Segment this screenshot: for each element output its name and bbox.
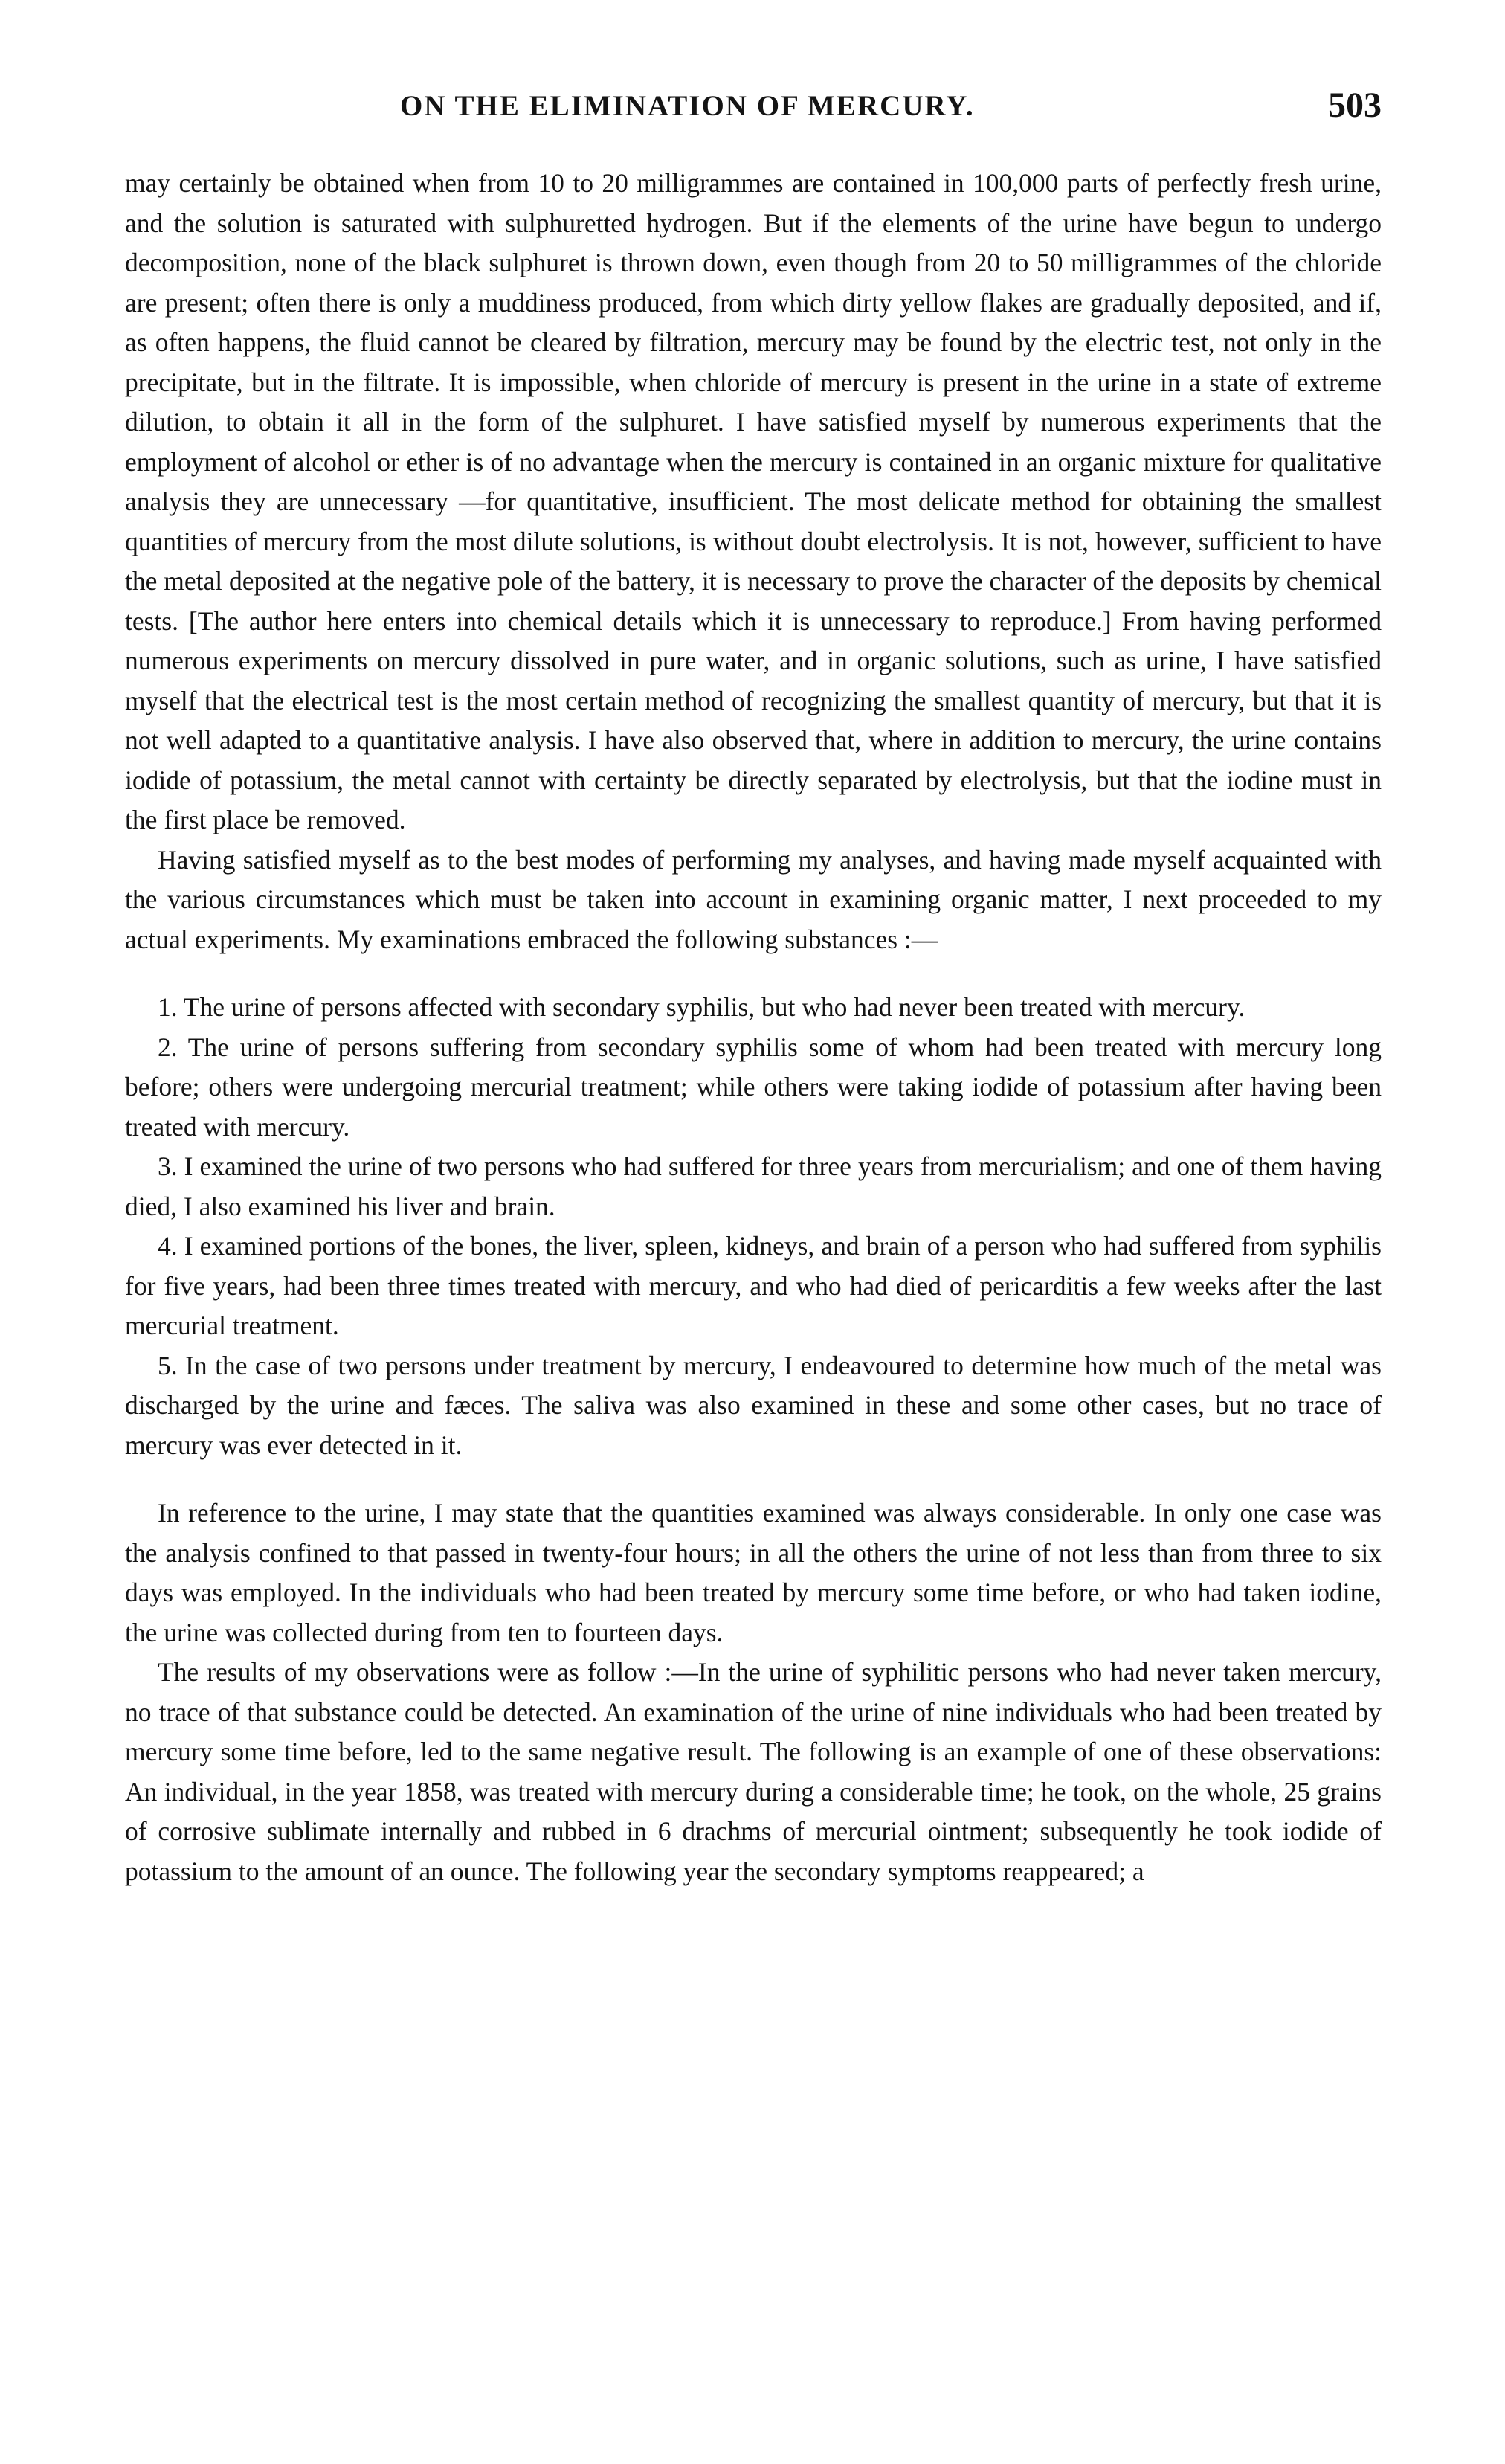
- page-body: [125, 164, 1382, 1891]
- paragraph-urine-quantities: In reference to the urine, I may state that the quantities examined was always considerable. In only one case was the analysis confined to that passed in twenty-four hours; in all the others the urine of not less than from three to six days was employed. In the individuals who had been treated by mercury some time before, or who had taken iodine, the urine was collected during from ten to fourteen days.: [125, 1498, 1382, 1647]
- list-item: 5. In the case of two persons under treatment by mercury, I endeavoured to determine how much of the metal was discharged by the urine and fæces. The saliva was also examined in these and some other cases, but no trace of mercury was ever detected in it.: [125, 1350, 1382, 1460]
- running-title: ON THE ELIMINATION OF MERCURY.: [400, 90, 975, 122]
- paragraph-examinations-intro: Having satisfied myself as to the best modes of performing my analyses, and having made myself acquainted with the various circumstances which must be taken into account in examining organic matter, I next proceeded to my actual experiments. My examinations embraced the following substances :—: [125, 844, 1382, 954]
- numbered-list: [125, 988, 1382, 1465]
- page-header: [125, 83, 1382, 143]
- list-item: 4. I examined portions of the bones, the liver, spleen, kidneys, and brain of a person who had suffered from syphilis for five years, had been three times treated with mercury, and who had died of pericarditis a few weeks after the last mercurial treatment.: [125, 1231, 1382, 1340]
- list-item: 2. The urine of persons suffering from secondary syphilis some of whom had been treated with mercury long before; others were undergoing mercurial treatment; while others were taking iodide of potassium after having been treated with mercury.: [125, 1032, 1382, 1142]
- paragraph-continuation: may certainly be obtained when from 10 to 20 milligrammes are contained in 100,000 parts of perfectly fresh urine, and the solution is saturated with sulphuretted hydrogen. But if the elements of the urine have begun to undergo decomposition, none of the black sulphuret is thrown down, even though from 20 to 50 milligrammes of the chloride are present; often there is only a muddiness produced, from which dirty yellow flakes are gradually deposited, and if, as often happens, the fluid cannot be cleared by filtration, mercury may be found by the electric test, not only in the precipitate, but in the filtrate. It is impossible, when chloride of mercury is present in the urine in a state of extreme dilution, to obtain it all in the form of the sulphuret. I have satisfied myself by numerous experiments that the employment of alcohol or ether is of no advantage when the mercury is contained in an organic mixture for qualitative analysis they are unnecessary —for quantitative, insufficient. The most delicate method for obtaining the smallest quantities of mercury from the most dilute solutions, is without doubt electrolysis. It is not, however, sufficient to have the metal deposited at the negative pole of the battery, it is necessary to prove the character of the deposits by chemical tests. [The author here enters into chemical details which it is unnecessary to reproduce.] From having performed numerous experiments on mercury dissolved in pure water, and in organic solutions, such as urine, I have satisfied myself that the electrical test is the most certain method of recognizing the smallest quantity of mercury, but that it is not well adapted to a quantitative analysis. I have also observed that, where in addition to mercury, the urine contains iodide of potassium, the metal cannot with certainty be directly separated by electrolysis, but that the iodine must in the first place be removed.: [125, 168, 1382, 834]
- paragraph-results: The results of my observations were as follow :—In the urine of syphilitic persons who had never taken mercury, no trace of that substance could be detected. An examination of the urine of nine individuals who had been treated by mercury some time before, led to the same negative result. The following is an example of one of these observations: An individual, in the year 1858, was treated with mercury during a considerable time; he took, on the whole, 25 grains of corrosive sublimate internally and rubbed in 6 drachms of mercurial ointment; subsequently he took iodide of potassium to the amount of an ounce. The following year the secondary symptoms reappeared; a: [125, 1657, 1382, 1886]
- list-item: 1. The urine of persons affected with secondary syphilis, but who had never been treated with mercury.: [158, 992, 1245, 1022]
- page-number: 503: [1328, 86, 1382, 125]
- list-item: 3. I examined the urine of two persons who had suffered for three years from mercurialism; and one of them having died, I also examined his liver and brain.: [125, 1151, 1382, 1221]
